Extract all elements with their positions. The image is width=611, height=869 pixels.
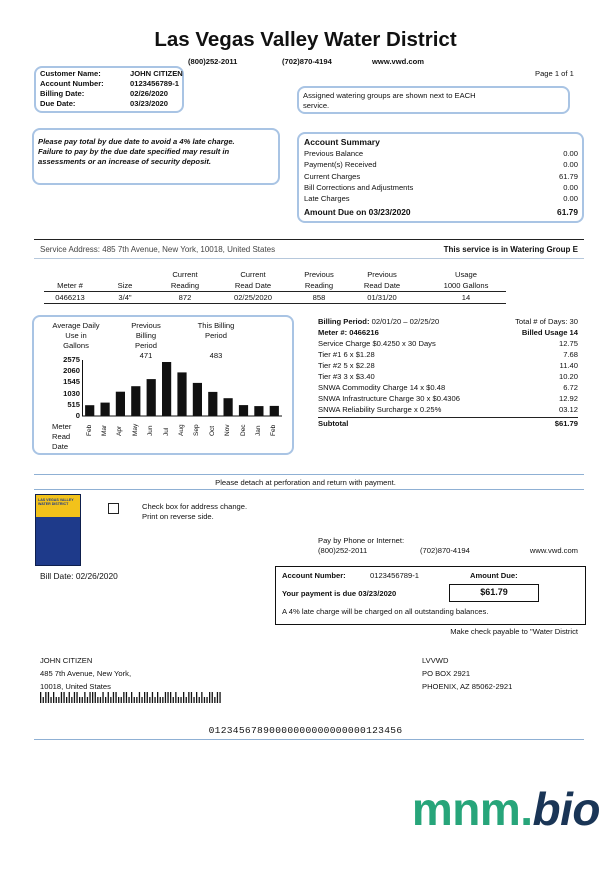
account-summary-title: Account Summary (304, 137, 380, 147)
stub-account-label: Account Number: (282, 571, 346, 580)
barcode-bar (97, 697, 98, 703)
barcode-bar (84, 692, 85, 703)
barcode-bar (196, 692, 197, 703)
barcode-bar (219, 692, 220, 703)
summary-row-label: Payment(s) Received (304, 160, 377, 170)
charge-row (318, 339, 578, 350)
watering-group-note: This service is in Watering Group E (443, 245, 578, 254)
col-prev-date-header-1: Previous (367, 270, 397, 279)
barcode-bar (128, 697, 129, 703)
usage-bar (116, 392, 125, 416)
col-prev-reading-header-1: Previous (304, 270, 334, 279)
bottom-rule (34, 739, 584, 740)
barcode-bar (102, 692, 103, 703)
y-tick-label: 1545 (63, 377, 80, 387)
customer-name-label: Customer Name: (40, 69, 101, 78)
month-label: May (131, 423, 139, 436)
legend-average-daily-use: Average Daily Use in Gallons (52, 321, 100, 350)
billing-period-value: 02/01/20 – 02/25/20 (371, 317, 440, 326)
barcode-bar (48, 692, 49, 703)
summary-row-label: Current Charges (304, 171, 361, 181)
usage-bar-chart (82, 360, 282, 418)
utility-title: Las Vegas Valley Water District (154, 28, 457, 51)
summary-row-value: 0.00 (563, 194, 578, 204)
subtotal-label: Subtotal (318, 419, 349, 428)
stub-phone-1: (800)252-2011 (318, 546, 368, 555)
service-table-rule (44, 291, 506, 292)
col-size-header: Size (117, 281, 133, 290)
summary-row-value: 0.00 (563, 160, 578, 170)
service-divider-top (34, 239, 584, 240)
remit-name: LVVWD (422, 656, 449, 665)
barcode-bar (126, 692, 127, 703)
barcode-bar (89, 692, 90, 703)
barcode-bar (149, 697, 150, 703)
barcode-bar (69, 692, 70, 703)
summary-row-label: Bill Corrections and Adjustments (304, 182, 414, 192)
month-label: Jan (254, 425, 262, 436)
barcode-bar (162, 697, 163, 703)
barcode-bar (191, 692, 192, 703)
barcode-bar (113, 692, 114, 703)
col-usage-header-2: 1000 Gallons (443, 281, 489, 290)
barcode-bar (175, 692, 176, 703)
summary-row-value: 0.00 (563, 182, 578, 192)
amount-due-value: 61.79 (557, 207, 578, 217)
mail-customer-name: JOHN CITIZEN (40, 656, 93, 665)
usage-bar (208, 392, 217, 416)
meter-number: 0466213 (55, 293, 85, 302)
usage-bar (131, 386, 140, 416)
summary-row-value: 0.00 (563, 149, 578, 158)
remit-city: PHOENIX, AZ 85062-2921 (422, 682, 513, 691)
stub-amount-due-label: Amount Due: (470, 571, 518, 580)
address-change-checkbox[interactable] (108, 503, 119, 514)
charge-row (318, 350, 578, 361)
charge-label: Tier #2 5 x $2.28 (318, 361, 375, 370)
billing-date-label: Billing Date: (40, 89, 85, 98)
charge-label: SNWA Infrastructure Charge 30 x $0.4306 (318, 394, 460, 403)
detach-instruction: Please detach at perforation and return with payment. (215, 478, 396, 487)
billing-date: 02/26/2020 (130, 89, 169, 98)
watermark-logo (0, 782, 600, 836)
barcode-bar (95, 692, 96, 703)
page-number: Page 1 of 1 (535, 69, 574, 78)
account-number: 0123456789-1 (130, 79, 179, 88)
usage-bar (224, 398, 233, 416)
watermark-part-2: bio (532, 783, 600, 835)
month-label: Feb (85, 424, 93, 436)
service-table-bottom-rule (44, 303, 506, 304)
stub-phone-2: (702)870-4194 (420, 546, 470, 555)
charge-label: SNWA Commodity Charge 14 x $0.48 (318, 383, 446, 392)
barcode-bar (105, 697, 106, 703)
billed-usage: Billed Usage 14 (521, 328, 578, 337)
barcode-bar (43, 697, 44, 703)
account-summary-row (304, 183, 578, 194)
barcode-bar (66, 697, 67, 703)
y-tick-label: 2575 (63, 355, 80, 364)
col-current-reading-header-1: Current (172, 270, 198, 279)
subtotal-rule (318, 417, 578, 418)
remit-box: PO BOX 2921 (422, 669, 471, 678)
subtotal-value: $61.79 (554, 419, 578, 428)
col-current-date-header-2: Read Date (234, 281, 272, 290)
subtotal-row (318, 419, 578, 430)
charge-value: 10.20 (558, 372, 578, 381)
previous-reading: 858 (312, 293, 326, 302)
stub-amount-due: $61.79 (449, 584, 539, 602)
account-summary-row (304, 194, 578, 205)
charge-row (318, 383, 578, 394)
stub-account-number: 0123456789-1 (370, 571, 419, 580)
barcode-bar (100, 697, 101, 703)
barcode-bar (61, 692, 62, 703)
month-label: Feb (270, 424, 278, 436)
account-summary-row (304, 149, 578, 160)
month-label: Dec (239, 424, 247, 436)
barcode-bar (110, 697, 111, 703)
barcode-bar (199, 697, 200, 703)
y-tick-label: 0 (75, 411, 80, 420)
barcode-bar (50, 697, 51, 703)
barcode-bar (193, 697, 194, 703)
month-label: Aug (178, 424, 185, 436)
charge-value: 03.12 (558, 405, 578, 414)
barcode-bar (167, 692, 168, 703)
district-logo (35, 494, 81, 566)
late-charge-note: A 4% late charge will be charged on all outstanding balances. (282, 607, 489, 616)
barcode-bar (131, 692, 132, 703)
barcode-bar (121, 697, 122, 703)
month-label: Apr (116, 425, 124, 436)
summary-row-label: Previous Balance (304, 149, 364, 158)
barcode-bar (118, 697, 119, 703)
charge-value: 11.40 (559, 361, 578, 370)
charge-label: Tier #1 6 x $1.28 (318, 350, 375, 359)
barcode-bar (40, 692, 41, 703)
col-usage-header-1: Usage (455, 270, 477, 279)
header-phone-1: (800)252-2011 (188, 57, 238, 66)
charge-value: 6.72 (563, 383, 578, 392)
total-days: Total # of Days: 30 (515, 317, 578, 326)
barcode-bar (123, 692, 124, 703)
col-prev-date-header-2: Read Date (363, 281, 401, 290)
account-number-label: Account Number: (40, 79, 104, 88)
mail-customer-city: 10018, United States (40, 682, 111, 691)
barcode-bar (204, 697, 205, 703)
pay-by-label: Pay by Phone or Internet: (318, 536, 405, 545)
charge-value: 12.92 (558, 394, 578, 403)
charge-label: Tier #3 3 x $3.40 (318, 372, 375, 381)
perforation-line (34, 474, 584, 475)
charge-row (318, 372, 578, 383)
legend-this-period: This Billing Period (197, 321, 235, 340)
barcode-bar (170, 692, 171, 703)
barcode-bar (152, 692, 153, 703)
barcode-bar (115, 692, 116, 703)
barcode-bar (82, 697, 83, 703)
barcode-bar (56, 697, 57, 703)
barcode-bar (165, 692, 166, 703)
meter-size: 3/4" (118, 293, 132, 302)
billing-period (318, 317, 439, 327)
service-address: Service Address: 485 7th Avenue, New York, 10018, United States (40, 245, 276, 254)
usage-bar (162, 362, 171, 416)
current-reading: 872 (178, 293, 192, 302)
col-meter-header: Meter # (57, 281, 83, 290)
charge-row (318, 361, 578, 372)
logo-text: LAS VEGAS VALLEY WATER DISTRICT (38, 498, 74, 507)
barcode-bar (58, 697, 59, 703)
y-tick-label: 2060 (63, 366, 80, 376)
barcode-bar (212, 692, 213, 703)
barcode-bar (139, 692, 140, 703)
barcode-bar (76, 692, 77, 703)
barcode-bar (186, 697, 187, 703)
usage-bar (101, 403, 110, 416)
month-label: Oct (208, 425, 216, 436)
barcode-bar (157, 692, 158, 703)
barcode-bar (87, 697, 88, 703)
watermark-part-1: mnm. (411, 783, 533, 835)
charges-meter-number: Meter #: 0466216 (318, 328, 379, 337)
usage-bar (147, 379, 156, 416)
charge-value: 7.68 (563, 350, 578, 359)
barcode-bar (45, 692, 46, 703)
amount-due-label: Amount Due on 03/23/2020 (304, 207, 411, 217)
barcode-bar (79, 697, 80, 703)
barcode-bar (217, 692, 218, 703)
y-tick-label: 1030 (63, 388, 80, 398)
col-current-date-header-1: Current (240, 270, 266, 279)
barcode-bar (92, 692, 93, 703)
due-date: 03/23/2020 (130, 99, 169, 108)
month-label: Jun (147, 425, 155, 436)
watering-notice: Assigned watering groups are shown next to EACH service. (303, 91, 476, 110)
usage-bar (254, 406, 263, 416)
usage-bar (177, 372, 186, 416)
barcode-bar (214, 697, 215, 703)
barcode-bar (144, 692, 145, 703)
barcode-bar (147, 692, 148, 703)
current-read-date: 02/25/2020 (233, 293, 272, 302)
barcode-bar (201, 692, 202, 703)
month-label: Sep (193, 424, 201, 436)
barcode-bar (63, 692, 64, 703)
usage-bar (85, 405, 94, 416)
header-website: www.vwd.com (372, 57, 425, 66)
mail-customer-street: 485 7th Avenue, New York, (40, 669, 132, 678)
barcode-bar (173, 697, 174, 703)
charge-label: SNWA Reliability Surcharge x 0.25% (318, 405, 442, 414)
barcode-bar (206, 697, 207, 703)
barcode-bar (209, 692, 210, 703)
barcode-bar (160, 697, 161, 703)
usage-bar (239, 405, 248, 416)
charge-value: 12.75 (558, 339, 578, 348)
charge-row (318, 405, 578, 416)
previous-read-date: 01/31/20 (367, 293, 397, 302)
barcode-bar (188, 692, 189, 703)
barcode-bar (74, 692, 75, 703)
account-summary-row (304, 172, 578, 183)
barcode-bar (141, 697, 142, 703)
summary-row-label: Late Charges (304, 194, 350, 204)
col-current-reading-header-2: Reading (170, 281, 200, 290)
perforation-line-2 (34, 489, 584, 490)
charge-row (318, 394, 578, 405)
barcode-bar (183, 692, 184, 703)
ocr-scan-line: 01234567890000000000000000123456 (208, 725, 403, 736)
y-tick-label: 515 (67, 399, 80, 409)
charge-label: Service Charge $0.4250 x 30 Days (318, 339, 436, 348)
usage-bar (270, 406, 279, 416)
month-label: Jul (162, 427, 170, 436)
barcode-bar (53, 692, 54, 703)
month-label: Mar (101, 424, 109, 436)
stub-website: www.vwd.com (529, 546, 578, 555)
barcode-bar (134, 697, 135, 703)
legend-this-value: 483 (209, 351, 223, 360)
usage-bar (193, 383, 202, 416)
customer-postal-barcode (40, 692, 230, 704)
barcode-bar (180, 697, 181, 703)
account-summary-row (304, 160, 578, 171)
header-phone-2: (702)870-4194 (282, 57, 332, 66)
month-label: Nov (224, 424, 232, 436)
meter-read-date-label: Meter Read Date (52, 422, 72, 451)
barcode-bar (108, 692, 109, 703)
late-notice: Please pay total by due date to avoid a 4% late charge. Failure to pay by the due date specified may result in assessments or an increase of security deposit. (38, 137, 235, 166)
barcode-bar (136, 697, 137, 703)
address-change-note: Check box for address change. Print on reverse side. (142, 502, 248, 521)
service-divider (34, 258, 584, 259)
barcode-bar (71, 697, 72, 703)
payable-to: Make check payable to "Water District (450, 627, 578, 636)
col-prev-reading-header-2: Reading (304, 281, 334, 290)
barcode-bar (154, 697, 155, 703)
stub-bill-date: Bill Date: 02/26/2020 (40, 571, 118, 581)
legend-previous-period: Previous Billing Period (131, 321, 161, 350)
legend-previous-value: 471 (139, 351, 153, 360)
summary-row-value: 61.79 (558, 171, 578, 181)
customer-name: JOHN CITIZEN (130, 69, 183, 78)
payment-due-text: Your payment is due 03/23/2020 (282, 589, 397, 598)
amount-due-row (304, 207, 578, 218)
barcode-bar (178, 697, 179, 703)
billing-period-label: Billing Period: (318, 317, 370, 326)
usage-value: 14 (461, 293, 471, 302)
due-date-label: Due Date: (40, 99, 76, 108)
